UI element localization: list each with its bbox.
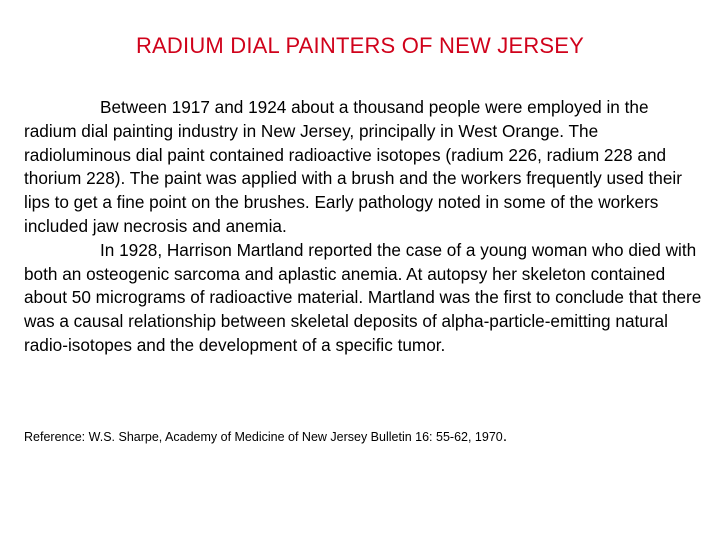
reference-text: Reference: W.S. Sharpe, Academy of Medicine of New Jersey Bulletin 16: 55-62, 1970 (24, 430, 503, 444)
body-text (24, 96, 704, 358)
paragraph-dial-painters: Between 1917 and 1924 about a thousand people were employed in the radium dial painting industry in New Jersey, principally in West Orange. The radioluminous dial paint contained radioactive isotopes (radium 226, radium 228 and thorium 228). The paint was applied with a brush and the workers frequently used their lips to get a fine point on the brushes. Early pathology noted in some of the workers included jaw necrosis and anemia. (24, 97, 682, 236)
slide-title: RADIUM DIAL PAINTERS OF NEW JERSEY (135, 33, 585, 58)
paragraph-martland-case: In 1928, Harrison Martland reported the case of a young woman who died with both an osteogenic sarcoma and aplastic anemia. At autopsy her skeleton contained about 50 micrograms of radioactive material. Martland was the first to conclude that there was a causal relationship between skeletal deposits of alpha-particle-emitting natural radio-isotopes and the development of a specific tumor. (24, 239, 702, 355)
reference-end-mark: . (502, 428, 508, 445)
reference-citation (24, 428, 704, 446)
